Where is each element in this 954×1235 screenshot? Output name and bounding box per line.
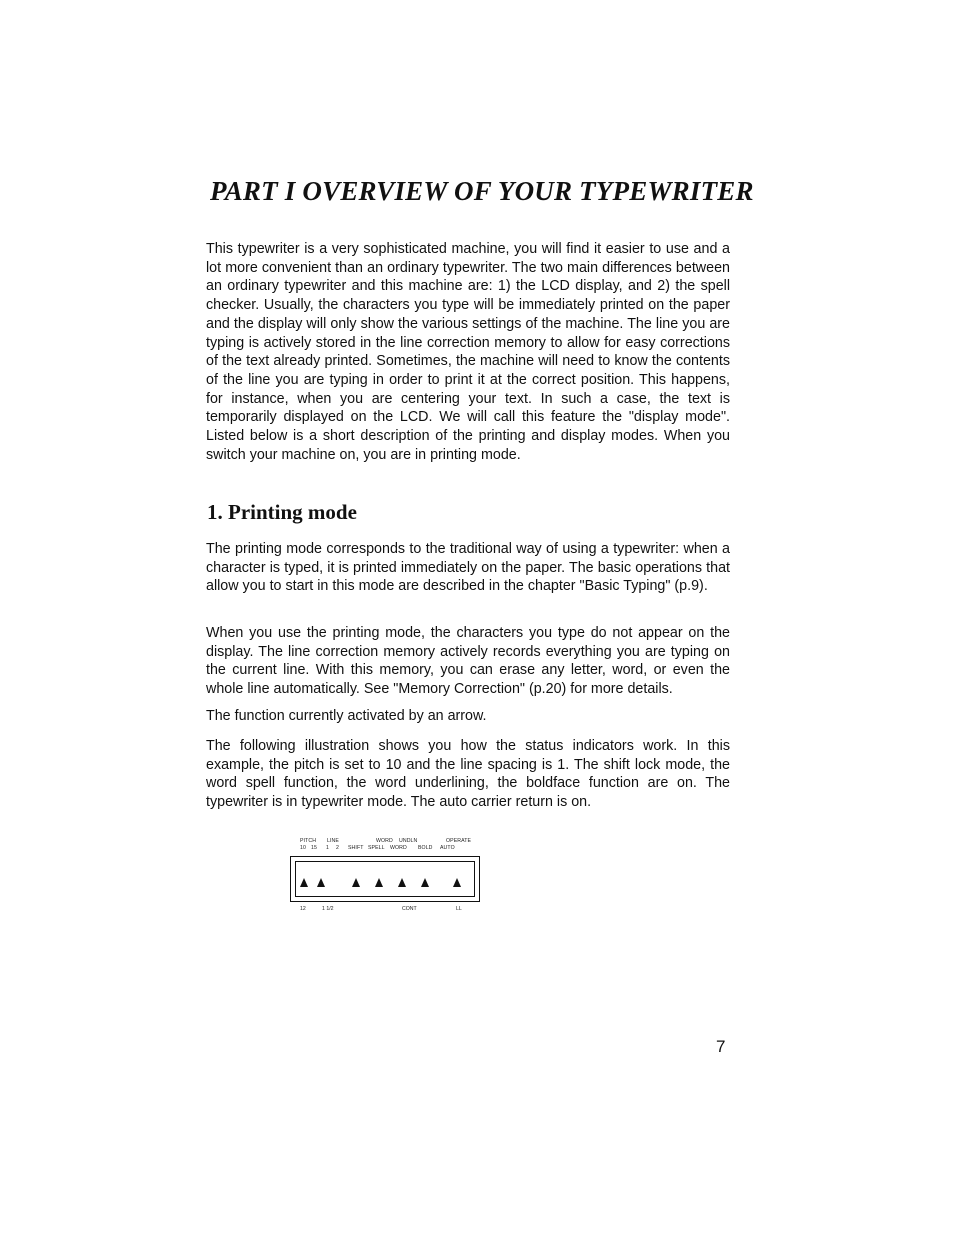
paragraph-arrow-note: The function currently activated by an arrow. (206, 708, 487, 724)
lcd-display (295, 861, 475, 897)
indicator-arrow-icon (398, 878, 406, 887)
indicator-arrow-icon (317, 878, 325, 887)
label-spell: SPELL (368, 845, 385, 851)
indicator-arrow-icon (453, 878, 461, 887)
label-ll: LL (456, 906, 462, 912)
label-15: 15 (311, 845, 317, 851)
label-10: 10 (300, 845, 306, 851)
label-shift: SHIFT (348, 845, 364, 851)
label-2: 2 (336, 845, 339, 851)
page-number: 7 (716, 1037, 726, 1056)
label-auto: AUTO (440, 845, 455, 851)
label-line: LINE (327, 838, 339, 844)
section-heading: 1. Printing mode (207, 500, 357, 524)
label-pitch: PITCH (300, 838, 317, 844)
label-operate: OPERATE (446, 838, 472, 844)
indicator-arrow-icon (300, 878, 308, 887)
label-word: WORD (376, 838, 393, 844)
paragraph-line-memory: When you use the printing mode, the characters you type do not appear on the display. The line correction memory actively records everything you are typing on the current line. With this memory, you can erase any letter, word, or even the whole line automatically. See "Memory Correction" (p.20) for more details. (206, 625, 730, 698)
status-indicator-illustration (290, 836, 486, 918)
indicator-arrow-icon (352, 878, 360, 887)
label-bold: BOLD (418, 845, 433, 851)
page-title: PART I OVERVIEW OF YOUR TYPEWRITER (210, 176, 754, 206)
paragraph-printing-mode: The printing mode corresponds to the traditional way of using a typewriter: when a character is typed, it is printed immediately on the paper. The basic operations that allow you to start in this mode are described in the chapter "Basic Typing" (p.9). (206, 541, 730, 595)
lcd-display-frame (290, 856, 480, 902)
label-1-1-2: 1 1/2 (322, 906, 334, 912)
paragraph-illustration-intro: The following illustration shows you how the status indicators work. In this example, the pitch is set to 10 and the line spacing is 1. The shift lock mode, the word spell function, the word underlining, the boldface function are on. The typewriter is in typewriter mode. The auto carrier return is on. (206, 738, 730, 811)
intro-paragraph: This typewriter is a very sophisticated machine, you will find it easier to use and a lot more convenient than an ordinary typewriter. The two main differences between an ordinary typewriter and this machine are: 1) the LCD display, and 2) the spell checker. Usually, the characters you type will be immediately printed on the paper and the display will only show the various settings of the machine. The line you are typing is actively stored in the line correction memory to allow for easy corrections of the text already printed. Sometimes, the machine will need to know the contents of the line you are typing in order to print it at the correct position. This happens, for instance, when you are centering your text. In such a case, the text is temporarily displayed on the LCD. We will call this feature the "display mode". Listed below is a short description of the printing and display modes. When you switch your machine on, you are in printing mode. (206, 241, 730, 463)
label-undln: UNDLN (399, 838, 418, 844)
label-cont: CONT (402, 906, 417, 912)
indicator-arrow-icon (421, 878, 429, 887)
label-word-2: WORD (390, 845, 407, 851)
label-12: 12 (300, 906, 306, 912)
label-1: 1 (326, 845, 329, 851)
indicator-arrow-icon (375, 878, 383, 887)
